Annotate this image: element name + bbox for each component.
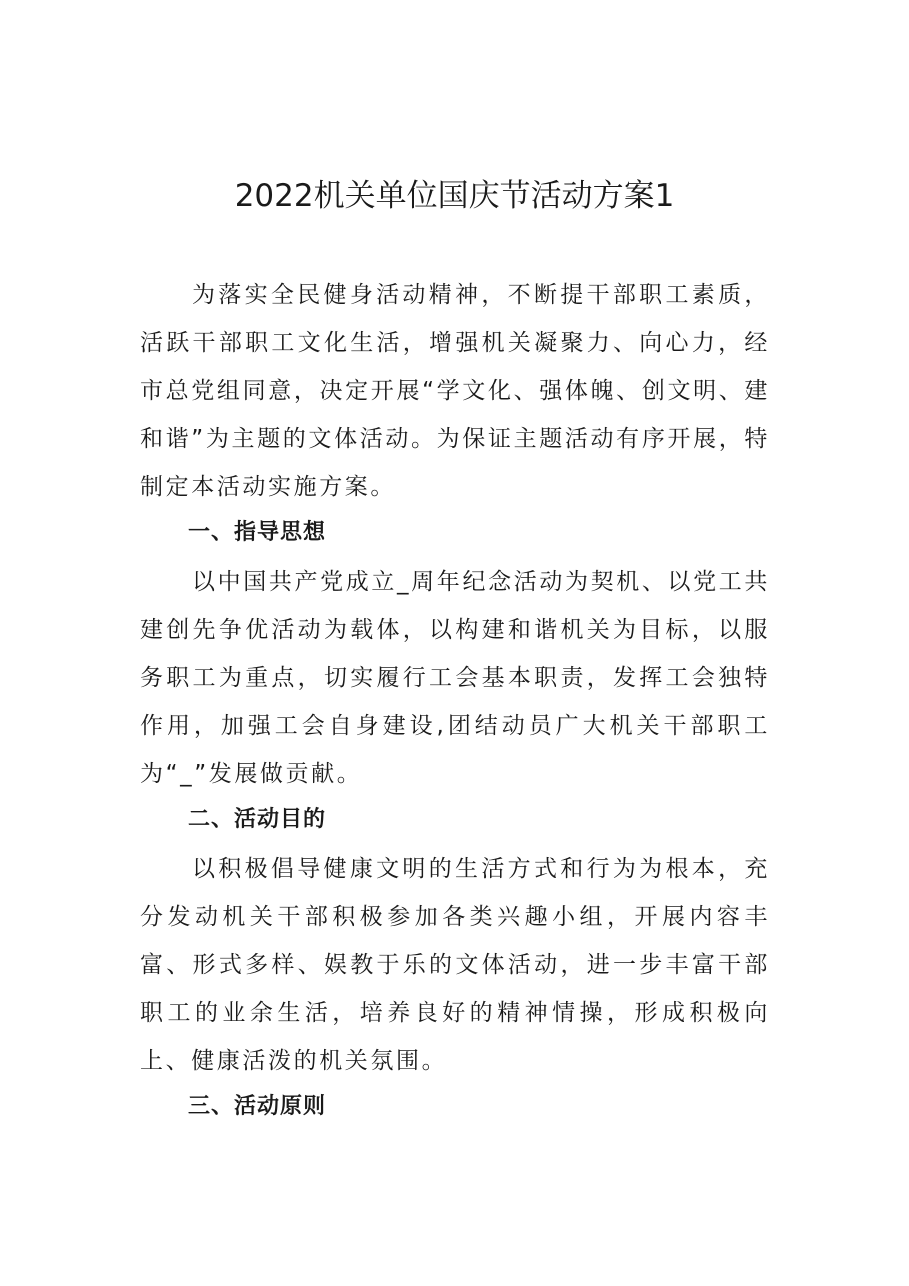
section-heading-activity-purpose: 二、活动目的: [188, 807, 327, 832]
section-body-activity-purpose: 以积极倡导健康文明的生活方式和行为为根本，充分发动机关干部积极参加各类兴趣小组，开展内容丰富、形式多样、娱教于乐的文体活动，进一步丰富干部职工的业余生活，培养良好的精神情操，形成积极向上、健康活泼的机关氛围。: [140, 856, 770, 1074]
document-title: 2022机关单位国庆节活动方案1: [234, 178, 675, 214]
section-heading-activity-principles: 三、活动原则: [188, 1094, 327, 1119]
section-heading-guiding-ideology: 一、指导思想: [188, 520, 327, 545]
section-body-guiding-ideology: 以中国共产党成立_周年纪念活动为契机、以党工共建创先争优活动为载体，以构建和谐机关为目标，以服务职工为重点，切实履行工会基本职责，发挥工会独特作用，加强工会自身建设,团结动员广大机关干部职工为“_”发展做贡献。: [140, 569, 770, 787]
intro-paragraph: 为落实全民健身活动精神，不断提干部职工素质，活跃干部职工文化生活，增强机关凝聚力、向心力，经市总党组同意，决定开展“学文化、强体魄、创文明、建和谐”为主题的文体活动。为保证主题活动有序开展，特制定本活动实施方案。: [140, 282, 770, 500]
